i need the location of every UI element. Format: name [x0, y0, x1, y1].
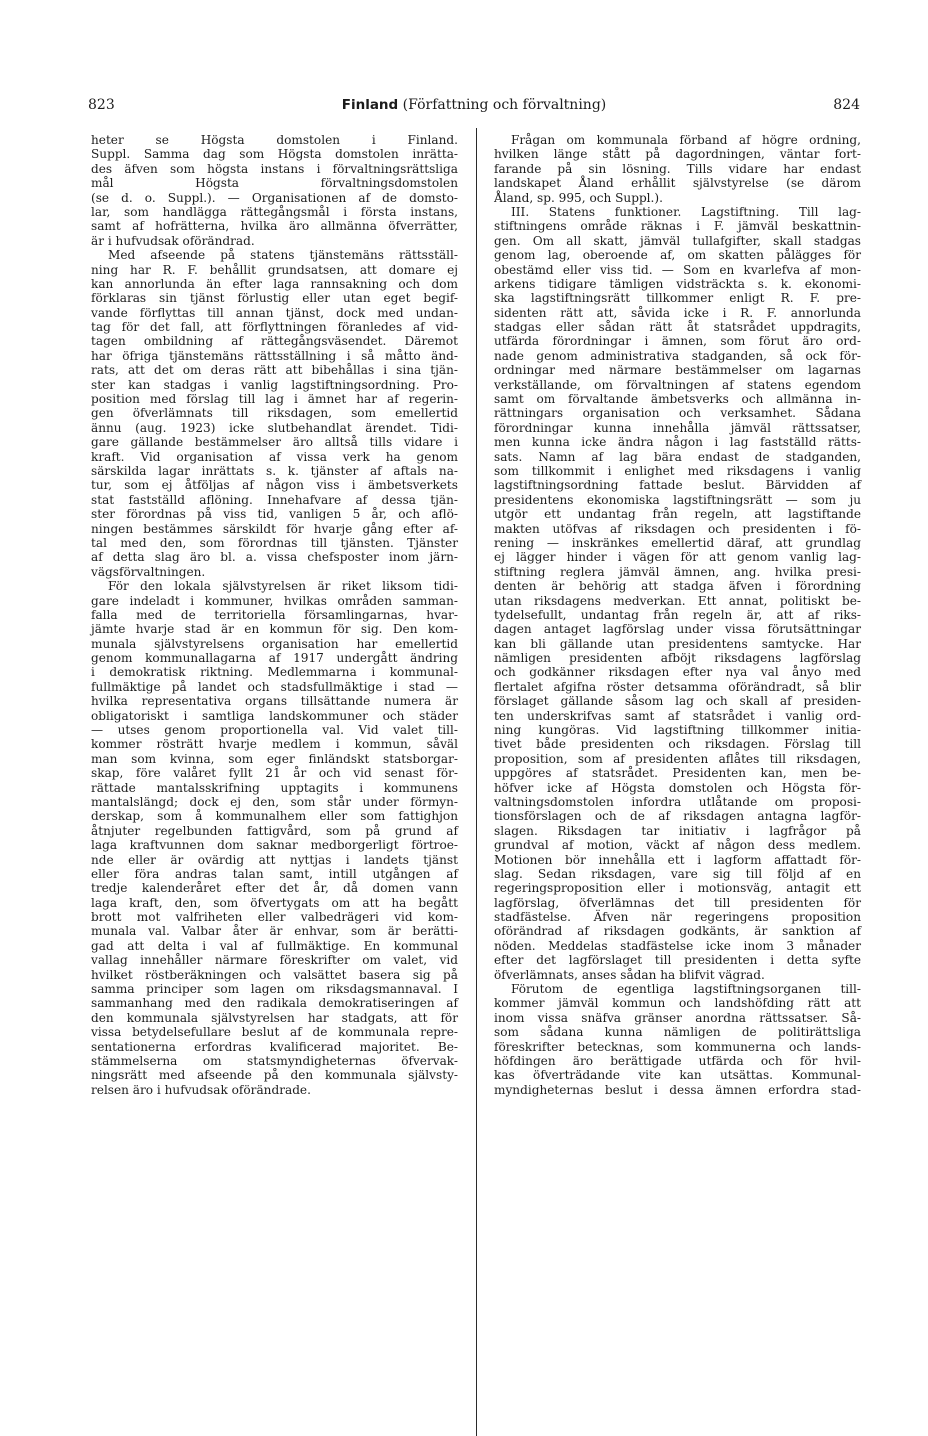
text-line: höfdingen äro berättigade utfärda och för hvil-: [494, 1054, 861, 1068]
text-line: tal med den, som förordnas till tjänsten. Tjänster: [91, 535, 458, 550]
text-line: och godkänner riksdagen efter nya val ånyo med: [494, 665, 861, 680]
text-line: har öfriga tjänstemäns rättsställning i så måtto änd-: [91, 348, 458, 363]
text-line: Åland, sp. 995, och Suppl.).: [494, 190, 663, 205]
text-line: falla med de territoriella församlingarnas, hvar-: [91, 607, 458, 622]
text-line: brott mot valfriheten eller valbedrägeri vid kom-: [91, 910, 458, 925]
text-line: grundval af motion, väckt af någon dess medlem.: [494, 838, 861, 853]
text-line: sentationerna erfordras kvalificerad majoritet. Be-: [91, 1039, 458, 1054]
text-line: nde eller är ovärdig att nyttjas i landets tjänst: [91, 852, 458, 867]
text-line: kommer jämväl kommun och landshöfding rätt att: [494, 996, 861, 1011]
text-line: nämligen presidenten afböjt riksdagens lagförslag: [494, 651, 861, 666]
text-line: rättade mantalsskrifning upptagits i kommunens: [91, 780, 458, 795]
text-line: obestämd eller viss tid. — Som en kvarlefva af mon-: [494, 262, 861, 277]
text-line: arkens tidigare tämligen vidsträckta s. k. ekonomi-: [494, 276, 861, 291]
text-line: jämte hvarje stad är en kommun för sig. Den kom-: [91, 622, 458, 637]
text-line: ten underskrifvas samt af statsrådet i vanlig ord-: [494, 708, 861, 723]
text-line: ningsrätt med afseende på den kommunala självsty-: [91, 1068, 458, 1083]
text-line: gad att delta i val af fullmäktige. En kommunal: [91, 938, 458, 953]
text-line: Motionen bör innehålla ett i lagform affattadt för-: [494, 852, 861, 867]
text-line: skap, före valåret fyllt 21 år och vid senast för-: [91, 766, 458, 781]
text-line: farande på sin lösning. Tills vidare har endast: [494, 161, 861, 176]
text-line: ningen bestämmes särskildt för hvarje gång efter af-: [91, 521, 458, 536]
text-line: stämmelserna om statsmyndigheternas öfvervak-: [91, 1054, 458, 1068]
text-line: tredje kalenderåret efter det år, då domen vann: [91, 881, 458, 896]
text-line: mål Högsta förvaltningsdomstolen: [91, 176, 458, 191]
text-line: gen. Om all skatt, jämväl tullafgifter, skall stadgas: [494, 233, 861, 248]
text-line: ning kungöras. Vid lagstiftning tillkommer initia-: [494, 723, 861, 738]
text-line: (se d. o. Suppl.). — Organisationen af de domsto-: [91, 190, 458, 205]
text-line: men kunna icke ändra någon i lag fastställd rätts-: [494, 435, 861, 450]
text-line: sidenten rätt att, såvida icke i R. F. annorlunda: [494, 305, 861, 320]
page-number-right: 824: [833, 97, 860, 113]
text-line: stadgas eller sådan rätt åt statsrådet uppdragits,: [494, 320, 861, 335]
text-line: flertalet afgifna röster detsamma oförändradt, så blir: [494, 679, 861, 694]
text-line: laga kraft, den, som öfvertygats om att ha begått: [91, 895, 458, 910]
text-line: ej lägger hinder i vägen för att genom vanlig lag-: [494, 550, 861, 565]
text-line: tydelsefullt, undantag från regeln är, att af riks-: [494, 607, 861, 622]
text-line: rening — inskränkes emellertid däraf, att grundlag: [494, 535, 861, 550]
text-line: gen öfverlämnats till riksdagen, som emellertid: [91, 406, 458, 421]
text-line: öfverlämnats, anses sådan ha blifvit vägrad.: [494, 967, 765, 982]
running-title: [88, 97, 860, 113]
text-line: derskap, som å kommunalhem eller som fattighjon: [91, 809, 458, 824]
text-line: af detta slag äro bl. a. vissa chefsposter inom järn-: [91, 550, 458, 565]
text-line: särskilda lagar inrättats s. k. tjänster af aftals na-: [91, 463, 458, 478]
text-line: genom kommunallagarna af 1917 undergått ändring: [91, 651, 458, 666]
text-line: lar, som handlägga rättegångsmål i första instans,: [91, 204, 458, 219]
text-line: uppgöres af statsrådet. Presidenten kan, men be-: [494, 766, 861, 781]
text-line: verkställande, om förvaltningen af statens egendom: [494, 377, 861, 392]
text-line: eller föra andras talan samt, intill utgången af: [91, 866, 458, 881]
text-line: stiftningens område räknas i F. jämväl beskattnin-: [494, 219, 861, 234]
running-title-country: Finland: [341, 97, 399, 113]
text-line: relsen äro i hufvudsak oförändrade.: [91, 1082, 311, 1097]
text-line: hvilken länge stått på dagordningen, väntar fort-: [494, 147, 861, 162]
right-column: [494, 133, 861, 1097]
text-line: som tillkommit i enlighet med riksdagens i vanlig: [494, 463, 861, 478]
text-line: tur, som ej åtföljas af någon viss i ämbetsverkets: [91, 478, 458, 493]
text-line: För den lokala självstyrelsen är riket liksom tidi-: [108, 579, 458, 594]
text-line: stat fastställd aflöning. Innehafvare af dessa tjän-: [91, 492, 458, 507]
text-line: genom lag, oberoende af, om skatten pålägges för: [494, 248, 861, 263]
text-line: — utses genom proportionella val. Vid valet till-: [91, 723, 458, 738]
text-line: lagförslag, öfverlämnas det till presidenten för: [494, 895, 861, 910]
page-header: [88, 97, 860, 117]
text-line: vägsförvaltningen.: [91, 564, 206, 579]
text-line: utfärda förordningar i ämnen, som förut äro ord-: [494, 334, 861, 349]
text-line: laga kraftvunnen dom saknar medborgerligt förtroe-: [91, 838, 458, 853]
text-line: ännu (aug. 1923) icke slutbehandlat ärendet. Tidi-: [91, 420, 458, 435]
text-line: kan bli gällande utan presidentens samtycke. Har: [494, 636, 861, 651]
text-line: Frågan om kommunala förband af högre ordning,: [511, 133, 861, 147]
text-line: dagen antaget lagförslag under vissa förutsättningar: [494, 622, 861, 637]
text-line: regeringsproposition eller i motionsväg, antagit ett: [494, 881, 861, 896]
text-line: munala självstyrelsens organisation har emellertid: [91, 636, 458, 651]
text-line: kas öfverträdande vite kan utsättas. Kommunal-: [494, 1068, 861, 1083]
text-line: hvilket röstberäkningen och valsättet basera sig på: [91, 967, 458, 982]
text-line: vallag innehåller närmare föreskrifter om valet, vid: [91, 953, 458, 968]
text-line: samt af hofrätterna, hvilka äro allmänna öfverrätter,: [91, 219, 458, 234]
text-line: tivet både presidenten och riksdagen. Förslag till: [494, 737, 861, 752]
text-line: stiftning reglera jämväl ämnen, ang. hvilka presi-: [494, 564, 861, 579]
left-column: [91, 133, 458, 1097]
text-line: Med afseende på statens tjänstemäns rättsställ-: [108, 248, 458, 263]
running-title-subtitle: (Författning och förvaltning): [398, 97, 607, 113]
text-line: nöden. Meddelas stadfästelse icke inom 3 månader: [494, 938, 861, 953]
text-line: munala val. Valbar åter är enhvar, som är berätti-: [91, 924, 458, 939]
text-line: ster kan stadgas i vanlig lagstiftningsordning. Pro-: [91, 377, 458, 392]
text-line: landskapet Åland erhållit självstyrelse (se därom: [494, 176, 861, 191]
text-line: inom vissa snäfva gränser anordna rättssatser. Så-: [494, 1010, 861, 1025]
text-line: kraft. Vid organisation af vissa verk ha genom: [91, 449, 458, 464]
text-line: Suppl. Samma dag som Högsta domstolen inrätta-: [91, 147, 458, 162]
column-divider: [476, 128, 477, 1436]
text-line: gare gällande bestämmelser äro alltså tills vidare i: [91, 435, 458, 450]
text-line: obligatoriskt i samtliga landskommuner och städer: [91, 708, 458, 723]
text-line: III. Statens funktioner. Lagstiftning. Till lag-: [511, 204, 861, 219]
text-line: tag för det fall, att förflyttningen föranledes af vid-: [91, 320, 458, 335]
text-line: förordningar kunna innehålla jämväl rättssatser,: [494, 420, 861, 435]
text-line: Förutom de egentliga lagstiftningsorganen till-: [511, 982, 861, 997]
text-line: vande förflyttas till annan tjänst, dock med undan-: [91, 305, 458, 320]
text-line: tagen ombildning af rättegångsväsendet. Däremot: [91, 334, 458, 349]
text-line: föreskrifter betecknas, som kommunerna och lands-: [494, 1039, 861, 1054]
text-line: gare indeladt i kommuner, hvilkas områden samman-: [91, 593, 458, 608]
text-line: denten är behörig att stadga äfven i förordning: [494, 579, 861, 594]
text-line: kan annorlunda än efter laga rannsakning och dom: [91, 276, 458, 291]
text-line: lagstiftningsordning fattade beslut. Bärvidden af: [494, 478, 861, 493]
text-line: den kommunala självstyrelsen har stadgats, att för: [91, 1010, 458, 1025]
text-line: ster förordnas på viss tid, vanligen 5 år, och aflö-: [91, 507, 458, 522]
text-line: proposition, som af presidenten aflåtes till riksdagen,: [494, 751, 861, 766]
text-line: ska lagstiftningsrätt tillkommer enligt R. F. pre-: [494, 291, 861, 306]
text-line: ordningar med närmare bestämmelser om lagarnas: [494, 363, 861, 378]
text-line: samma principer som lagen om riksdagsmannaval. I: [91, 982, 458, 997]
text-line: sats. Namn af lag bära endast de stadganden,: [494, 449, 861, 464]
page-number-left: 823: [88, 97, 115, 113]
text-line: nade genom administrativa stadganden, så ock för-: [494, 348, 861, 363]
text-line: presidentens ekonomiska lagstiftningsrätt — som ju: [494, 492, 861, 507]
text-line: utgör ett undantag från regeln, att lagstiftande: [494, 507, 861, 522]
text-line: rättningars organisation och verksamhet. Sådana: [494, 406, 861, 421]
text-line: ning har R. F. behållit grundsatsen, att domare ej: [91, 262, 458, 277]
text-line: sammanhang med den radikala demokratiseringen af: [91, 996, 458, 1011]
text-line: förklaras sin tjänst förlustig eller utan eget begif-: [91, 291, 458, 306]
text-line: samt om förvaltande ämbetsverks och allmänna in-: [494, 392, 861, 407]
text-line: heter se Högsta domstolen i Finland.: [91, 133, 458, 147]
text-line: efter det lagförslaget till presidenten i detta syfte: [494, 953, 861, 968]
text-line: är i hufvudsak oförändrad.: [91, 233, 255, 248]
text-line: utan riksdagens medverkan. Ett annat, politiskt be-: [494, 593, 861, 608]
text-line: kommer rösträtt hvarje medlem i kommun, såväl: [91, 737, 458, 752]
text-line: man som kvinna, som eger finländskt statsborgar-: [91, 751, 458, 766]
text-line: mantalslängd; dock ej den, som står under förmyn-: [91, 794, 458, 809]
text-line: i demokratisk riktning. Medlemmarna i kommunal-: [91, 665, 458, 680]
text-line: som sådana kunna nämligen de politirättsliga: [494, 1025, 861, 1040]
text-line: vissa betydelsefullare beslut af de kommunala repre-: [91, 1025, 458, 1040]
text-line: valtningsdomstolen infordra utlåtande om proposi-: [494, 794, 861, 809]
text-line: des äfven som högsta instans i förvaltningsrättsliga: [91, 161, 458, 176]
text-line: rats, att det om deras rätt att bibehållas i sina tjän-: [91, 363, 458, 378]
text-line: tionsförslagen och de af riksdagen antagna lagför-: [494, 809, 861, 824]
text-line: position med förslag till lag i ämnet har af regerin-: [91, 392, 458, 407]
text-line: förslaget gällande såsom lag och skall af presiden-: [494, 694, 861, 709]
text-line: slagen. Riksdagen tar initiativ i lagfrågor på: [494, 823, 861, 838]
text-line: stadfästelse. Äfven när regeringens proposition: [494, 910, 861, 925]
text-line: makten utöfvas af riksdagen och presidenten i fö-: [494, 521, 861, 536]
text-line: myndigheternas beslut i dessa ämnen erfordra stad-: [494, 1082, 861, 1097]
text-line: åtnjuter regelbunden fattigvård, som på grund af: [91, 823, 458, 838]
text-line: höfver icke af Högsta domstolen och Högsta för-: [494, 780, 861, 795]
text-line: fullmäktige på landet och stadsfullmäktige i stad —: [91, 679, 458, 694]
text-line: hvilka representativa organs tillsättande numera är: [91, 694, 458, 709]
text-line: slag. Sedan riksdagen, vare sig till följd af en: [494, 866, 861, 881]
text-line: oförändrad af riksdagen godkänts, är sanktion af: [494, 924, 861, 939]
